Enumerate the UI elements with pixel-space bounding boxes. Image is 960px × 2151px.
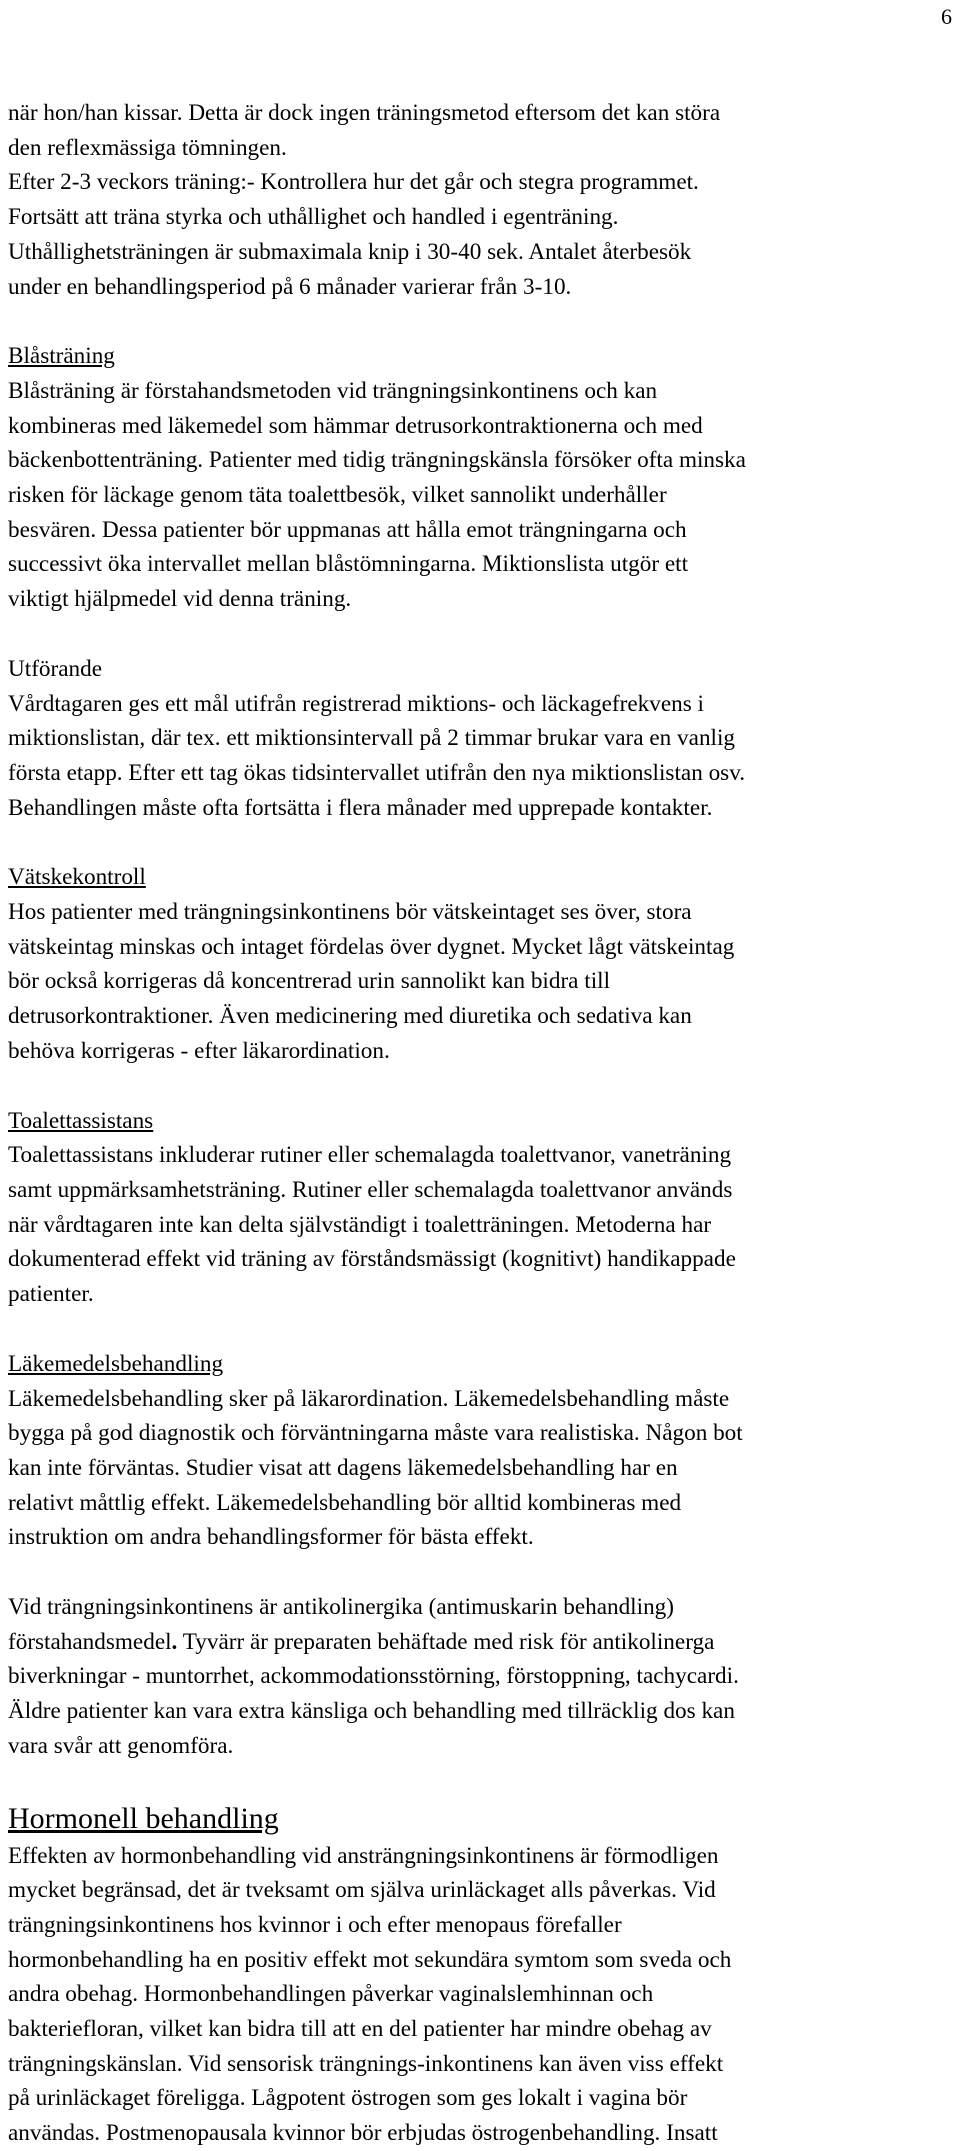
paragraph-gap: [8, 825, 948, 860]
utforande-heading: Utförande: [8, 655, 102, 682]
hormonell-heading: Hormonell behandling: [8, 1801, 279, 1835]
antikolinergika-text-2: Tyvärr är preparaten behäftade med risk för antikolinerga biverkningar - muntorrhet, ackommodationsstörning, förstoppning, tachycardi. Äldre patienter kan vara extra känsliga och behandling med tillräcklig dos kan vara svår att genomföra.: [8, 1628, 739, 1759]
antikolinergika-paragraph: [8, 1590, 948, 1764]
lakemedel-paragraph: Läkemedelsbehandling sker på läkarordination. Läkemedelsbehandling måste bygga på god diagnostik och förväntningarna måste vara realistiska. Någon bot kan inte förväntas. Studier visat att dagens läkemedelsbehandling har en relativt måttlig effekt. Läkemedelsbehandling bör alltid kombineras med instruktion om andra behandlingsformer för bästa effekt.: [8, 1385, 743, 1551]
paragraph-gap: [8, 1555, 948, 1590]
antikolinergika-bold-dot: .: [171, 1628, 178, 1655]
paragraph-gap: [8, 617, 948, 652]
paragraph-gap: [8, 1764, 948, 1799]
vatskekontroll-heading: Vätskekontroll: [8, 864, 146, 891]
toalettassistans-heading: Toalettassistans: [8, 1107, 154, 1134]
intro-paragraph: när hon/han kissar. Detta är dock ingen träningsmetod eftersom det kan störa den reflexmässiga tömningen. Efter 2-3 veckors träning:- Kontrollera hur det går och stegra programmet. Fortsätt att träna styrka och uthållighet och handled i egenträning. Uthållighetsträningen är submaximala knip i 30-40 sek. Antalet återbesök under en behandlingsperiod på 6 månader varierar från 3-10.: [8, 100, 721, 300]
paragraph-gap: [8, 1312, 948, 1347]
blastraning-paragraph: Blåsträning är förstahandsmetoden vid trängningsinkontinens och kan kombineras med läkemedel som hämmar detrusorkontraktionerna och med bäckenbottenträning. Patienter med tidig trängningskänsla försöker ofta minska risken för läckage genom täta toalettbesök, vilket sannolikt underhåller besvären. Dessa patienter bör uppmanas att hålla emot trängningarna och successivt öka intervallet mellan blåstömningarna. Miktionslista utgör ett viktigt hjälpmedel vid denna träning.: [8, 377, 746, 613]
blastraning-heading: Blåsträning: [8, 343, 115, 370]
document-body: [8, 96, 948, 2151]
antikolinergika-text-1: Vid trängningsinkontinens är antikolinergika (antimuskarin behandling) förstahandsmedel: [8, 1594, 674, 1655]
lakemedel-heading: Läkemedelsbehandling: [8, 1350, 224, 1377]
toalettassistans-paragraph: Toalettassistans inkluderar rutiner eller schemalagda toalettvanor, vaneträning samt uppmärksamhetsträning. Rutiner eller schemalagda toalettvanor används när vårdtagaren inte kan delta självständigt i toaletträningen. Metoderna har dokumenterad effekt vid träning av förståndsmässigt (kognitivt) handikappade patienter.: [8, 1142, 736, 1308]
hormonell-paragraph: Effekten av hormonbehandling vid ansträngningsinkontinens är förmodligen mycket begränsad, det är tveksamt om själva urinläckaget alls påverkas. Vid trängningsinkontinens hos kvinnor i och efter menopaus förefaller hormonbehandling ha en positiv effekt mot sekundära symtom som sveda och andra obehag. Hormonbehandlingen påverkar vaginalslemhinnan och bakteriefloran, vilket kan bidra till att en del patienter har mindre obehag av trängningskänslan. Vid sensorisk trängnings-inkontinens kan även viss effekt på urinläckaget föreligga. Lågpotent östrogen som ges lokalt i vagina bör användas. Postmenopausala kvinnor bör erbjudas östrogenbehandling. Insatt: [8, 1842, 732, 2147]
page-number: 6: [941, 4, 952, 29]
paragraph-gap: [8, 1069, 948, 1104]
vatskekontroll-paragraph: Hos patienter med trängningsinkontinens bör vätskeintaget ses över, stora vätskeintag minskas och intaget fördelas över dygnet. Mycket lågt vätskeintag bör också korrigeras då koncentrerad urin sannolikt kan bidra till detrusorkontraktioner. Även medicinering med diuretika och sedativa kan behöva korrigeras - efter läkarordination.: [8, 899, 735, 1064]
utforande-paragraph: Vårdtagaren ges ett mål utifrån registrerad miktions- och läckagefrekvens i miktionslistan, där tex. ett miktionsintervall på 2 timmar brukar vara en vanlig första etapp. Efter ett tag ökas tidsintervallet utifrån den nya miktionslistan osv. Behandlingen måste ofta fortsätta i flera månader med upprepade kontakter.: [8, 690, 746, 821]
paragraph-gap: [8, 304, 948, 339]
